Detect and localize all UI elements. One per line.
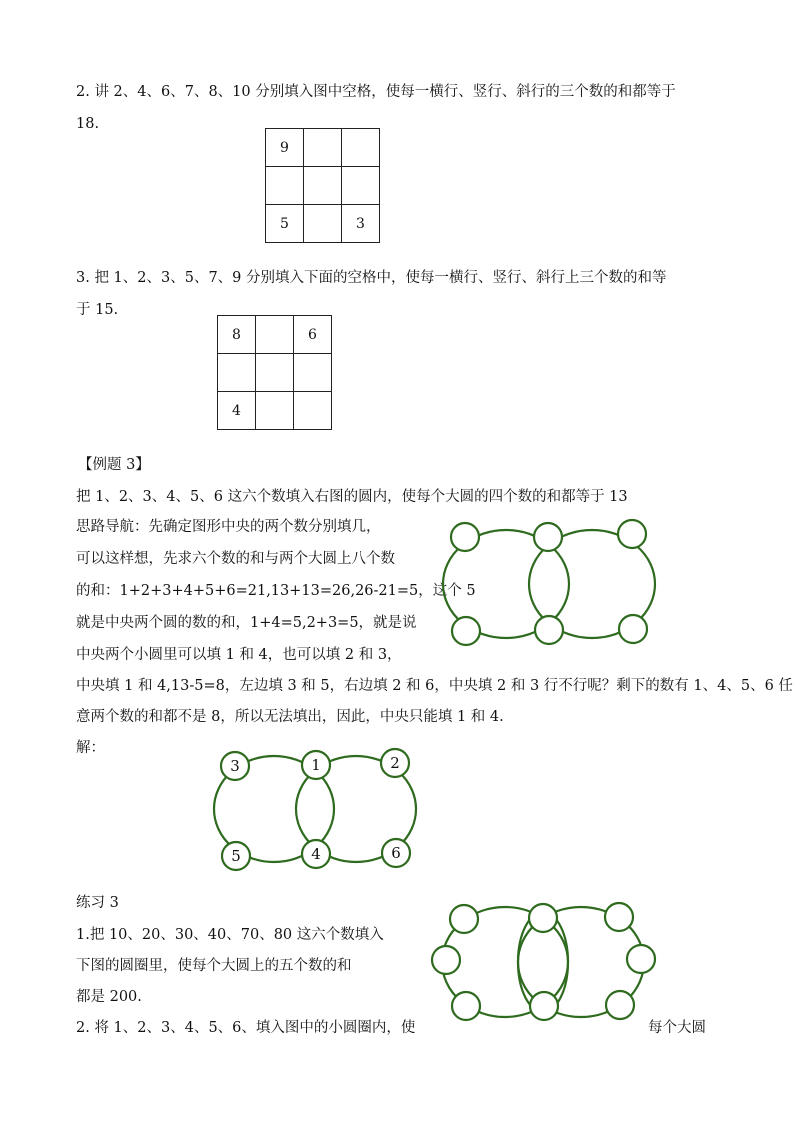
small-circle (627, 945, 655, 973)
circle-value: 3 (230, 757, 240, 775)
practice3-q1-line: 1.把 10、20、30、40、70、80 这六个数填入 (76, 927, 384, 943)
practice3-q2-text: 2. 将 1、2、3、4、5、6、填入图中的小圆圈内，使 (76, 1020, 416, 1036)
circle-value: 4 (311, 845, 321, 863)
example3-hint-line: 思路导航：先确定图形中央的两个数分别填几， (76, 519, 381, 535)
example3-heading: 【例题 3】 (78, 457, 150, 473)
circle-value: 1 (311, 756, 321, 774)
practice3-q2-text-right: 每个大圆 (648, 1020, 706, 1036)
small-circle (432, 946, 460, 974)
q2-text-line2: 18. (76, 116, 100, 132)
example3-hint-line: 的和：1+2+3+4+5+6=21,13+13=26,26-21=5，这个 5 (76, 583, 476, 599)
example3-hint-line: 可以这样想，先求六个数的和与两个大圆上八个数 (76, 551, 395, 567)
q3-text-line1: 3. 把 1、2、3、5、7、9 分别填入下面的空格中，使每一横行、竖行、斜行上三个数的和等 (76, 270, 667, 286)
example3-problem: 把 1、2、3、4、5、6 这六个数填入右图的圆内，使每个大圆的四个数的和都等于 13 (76, 489, 628, 505)
q2-cell[interactable]: 3 (342, 205, 380, 243)
circle-value: 2 (390, 754, 400, 772)
example3-hint-line: 中央填 1 和 4,13-5=8，左边填 3 和 5，右边填 2 和 6，中央填 2 和 3 行不行呢？剩下的数有 1、4、5、6 任 (76, 678, 793, 694)
small-circle (606, 991, 634, 1019)
q3-cell[interactable]: 4 (218, 392, 256, 430)
small-circle (450, 905, 478, 933)
example3-hint-line: 意两个数的和都不是 8，所以无法填出，因此，中央只能填 1 和 4. (76, 709, 504, 725)
q3-text-line2: 于 15. (76, 302, 119, 318)
q2-text-line1: 2. 讲 2、4、6、7、8、10 分别填入图中空格，使每一横行、竖行、斜行的三个数的和都等于 (76, 84, 676, 100)
example3-hint-line: 中央两个小圆里可以填 1 和 4，也可以填 2 和 3， (76, 647, 402, 663)
circle-value: 5 (231, 847, 241, 865)
solution-label: 解： (76, 740, 105, 756)
q3-cell[interactable]: 8 (218, 316, 256, 354)
practice3-heading: 练习 3 (76, 895, 119, 911)
small-circle (530, 992, 558, 1020)
q2-cell[interactable]: 9 (266, 129, 304, 167)
practice3-q1-line: 下图的圆圈里，使每个大圆上的五个数的和 (76, 958, 352, 974)
q2-cell[interactable]: 5 (266, 205, 304, 243)
small-circle (452, 992, 480, 1020)
small-circle (529, 904, 557, 932)
q3-cell[interactable]: 6 (294, 316, 332, 354)
practice3-q1-line: 都是 200. (76, 989, 142, 1005)
circle-value: 6 (391, 844, 401, 862)
small-circle (605, 903, 633, 931)
example3-hint-line: 就是中央两个圆的数的和，1+4=5,2+3=5，就是说 (76, 615, 417, 631)
